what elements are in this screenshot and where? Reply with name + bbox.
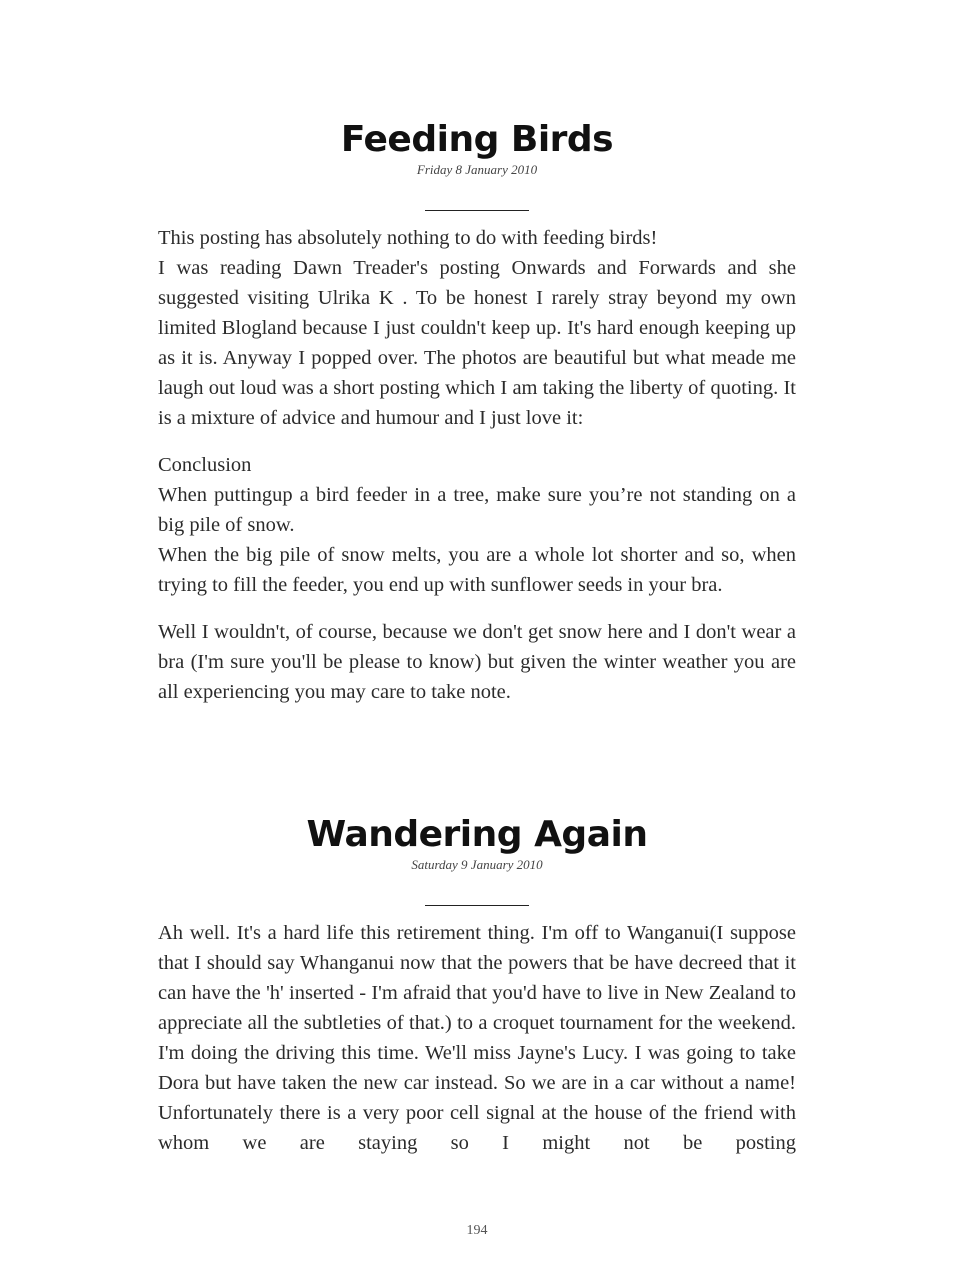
- blog-post-wandering-again: [158, 813, 796, 1158]
- paragraph: Ah well. It's a hard life this retirement thing. I'm off to Wanganui(I suppose that I should say Whanganui now that the powers that be have decreed that it can have the 'h' inserted - I'm afraid that you'd have to live in New Zealand to appreciate all the subtleties of that.) to a croquet tournament for the weekend. I'm doing the driving this time. We'll miss Jayne's Lucy. I was going to take Dora but have taken the new car instead. So we are in a car without a name! Unfortunately there is a very poor cell signal at the house of the friend with whom we are staying so I might not be posting: [158, 922, 796, 1154]
- paragraph: When the big pile of snow melts, you are a whole lot shorter and so, when trying to fill the feeder, you end up with sunflower seeds in your bra.: [158, 544, 796, 596]
- paragraph: Well I wouldn't, of course, because we don't get snow here and I don't wear a bra (I'm sure you'll be please to know) but given the winter weather you are all experiencing you may care to take note.: [158, 621, 796, 703]
- page-number: 194: [466, 1223, 488, 1238]
- paragraph: This posting has absolutely nothing to do with feeding birds!: [158, 227, 658, 249]
- paragraph: Conclusion: [158, 454, 252, 476]
- blog-post-feeding-birds: [158, 118, 796, 707]
- post-title: Feeding Birds: [340, 119, 614, 160]
- post-title: Wandering Again: [306, 814, 648, 855]
- paragraph: When puttingup a bird feeder in a tree, make sure you’re not standing on a big pile of snow.: [158, 484, 796, 536]
- title-divider: [425, 905, 529, 906]
- post-date: Friday 8 January 2010: [416, 162, 538, 177]
- title-divider: [425, 210, 529, 211]
- post-date: Saturday 9 January 2010: [411, 857, 543, 872]
- paragraph: I was reading Dawn Treader's posting Onwards and Forwards and she suggested visiting Ulrika K . To be honest I rarely stray beyond my own limited Blogland because I just couldn't keep up. It's hard enough keeping up as it is. Anyway I popped over. The photos are beautiful but what meade me laugh out loud was a short posting which I am taking the liberty of quoting. It is a mixture of advice and humour and I just love it:: [158, 257, 796, 429]
